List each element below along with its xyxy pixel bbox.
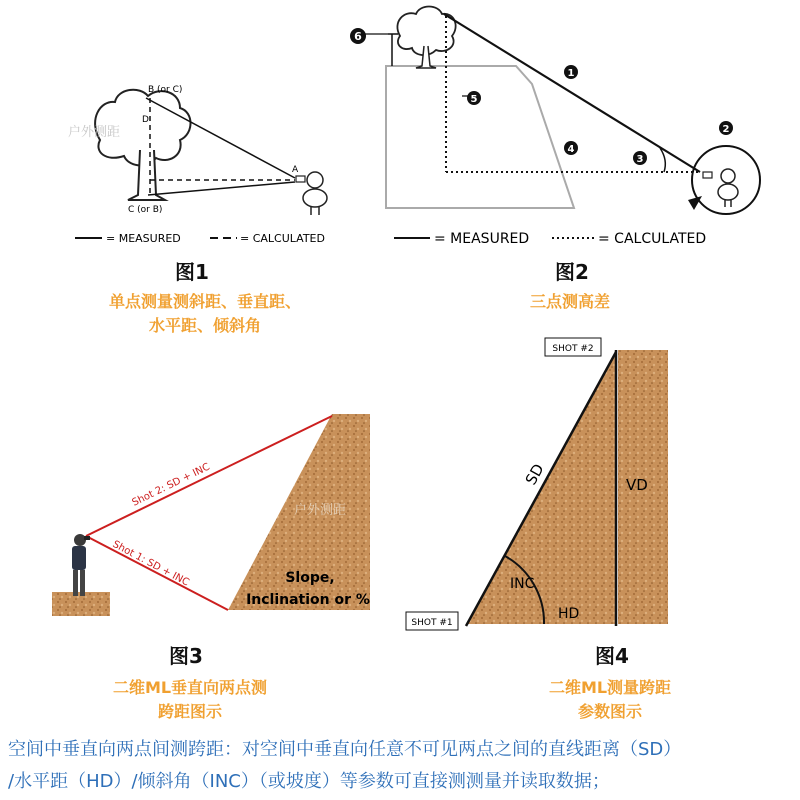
fig2-caption: 三点测高差 xyxy=(529,292,610,311)
fig1-caption-line1: 单点测量测斜距、垂直距、 xyxy=(108,292,301,311)
marker-5 xyxy=(467,91,481,105)
figure-1 xyxy=(68,85,327,245)
fig3-shot2-label: Shot 2: SD + INC xyxy=(130,461,212,509)
fig4-shot2-label: SHOT #2 xyxy=(552,344,594,354)
svg-text:2: 2 xyxy=(722,124,730,135)
fig1-label-d: D xyxy=(142,115,149,125)
fig4-hd-label: HD xyxy=(558,606,580,622)
fig4-vd-label: VD xyxy=(626,476,648,494)
fig1-title: 图1 xyxy=(175,260,209,284)
fig4-caption-line1: 二维ML测量跨距 xyxy=(548,678,672,697)
figure-2 xyxy=(350,7,760,248)
fig3-shot1-label: Shot 1: SD + INC xyxy=(110,538,191,589)
marker-4 xyxy=(564,141,578,155)
svg-text:5: 5 xyxy=(470,94,478,105)
fig3-caption xyxy=(60,676,320,724)
fig1-label-top: B (or C) xyxy=(148,85,183,95)
fig2-legend-measured: = MEASURED xyxy=(434,231,530,247)
person-icon xyxy=(296,172,327,215)
cliff-outline xyxy=(386,66,574,208)
fig1-label-a: A xyxy=(292,165,299,175)
footer-line2: /水平距（HD）/倾斜角（INC）（或坡度）等参数可直接测测量并读取数据； xyxy=(8,771,610,792)
fig4-caption-line2: 参数图示 xyxy=(577,702,642,721)
fig3-watermark: 户外测距 xyxy=(294,503,347,518)
fig2-legend-calculated: = CALCULATED xyxy=(598,231,707,247)
fig4-shot1-label: SHOT #1 xyxy=(411,618,453,628)
fig4-sd-label: SD xyxy=(521,460,548,488)
fig3-caption-line1: 二维ML垂直向两点测 xyxy=(112,678,268,697)
person-photo-icon xyxy=(72,534,90,596)
fig3-slope-line2: Inclination or % xyxy=(246,592,370,608)
marker-1 xyxy=(564,65,578,79)
marker-2 xyxy=(719,121,733,135)
svg-text:4: 4 xyxy=(567,144,575,155)
svg-text:1: 1 xyxy=(567,68,575,79)
fig4-title: 图4 xyxy=(595,644,629,668)
footer-line1: 空间中垂直向两点间测跨距：对空间中垂直向任意不可见两点之间的直线距离（SD） xyxy=(8,739,682,760)
fig1-label-bottom: C (or B) xyxy=(128,205,163,215)
fig1-watermark: 户外测距 xyxy=(68,125,121,140)
fig1-caption-line2: 水平距、倾斜角 xyxy=(148,316,261,335)
marker-3 xyxy=(633,151,647,165)
tree-icon xyxy=(95,90,190,200)
fig3-caption-line2: 跨距图示 xyxy=(157,702,222,721)
footer-description xyxy=(8,734,798,798)
fig3-slope-line1: Slope, xyxy=(285,570,335,586)
fig1-legend-measured: = MEASURED xyxy=(106,232,181,245)
fig4-caption xyxy=(500,676,720,724)
svg-text:6: 6 xyxy=(354,30,362,43)
fig4-inc-label: INC xyxy=(510,576,535,592)
marker-6 xyxy=(350,28,366,44)
fig1-caption xyxy=(40,290,370,338)
fig1-legend-calculated: = CALCULATED xyxy=(240,232,325,245)
fig3-title: 图3 xyxy=(169,644,203,668)
fig2-title: 图2 xyxy=(555,260,589,284)
person-icon xyxy=(703,169,738,207)
svg-text:3: 3 xyxy=(636,154,644,165)
figure-4 xyxy=(406,338,668,630)
figure-3 xyxy=(52,414,370,616)
